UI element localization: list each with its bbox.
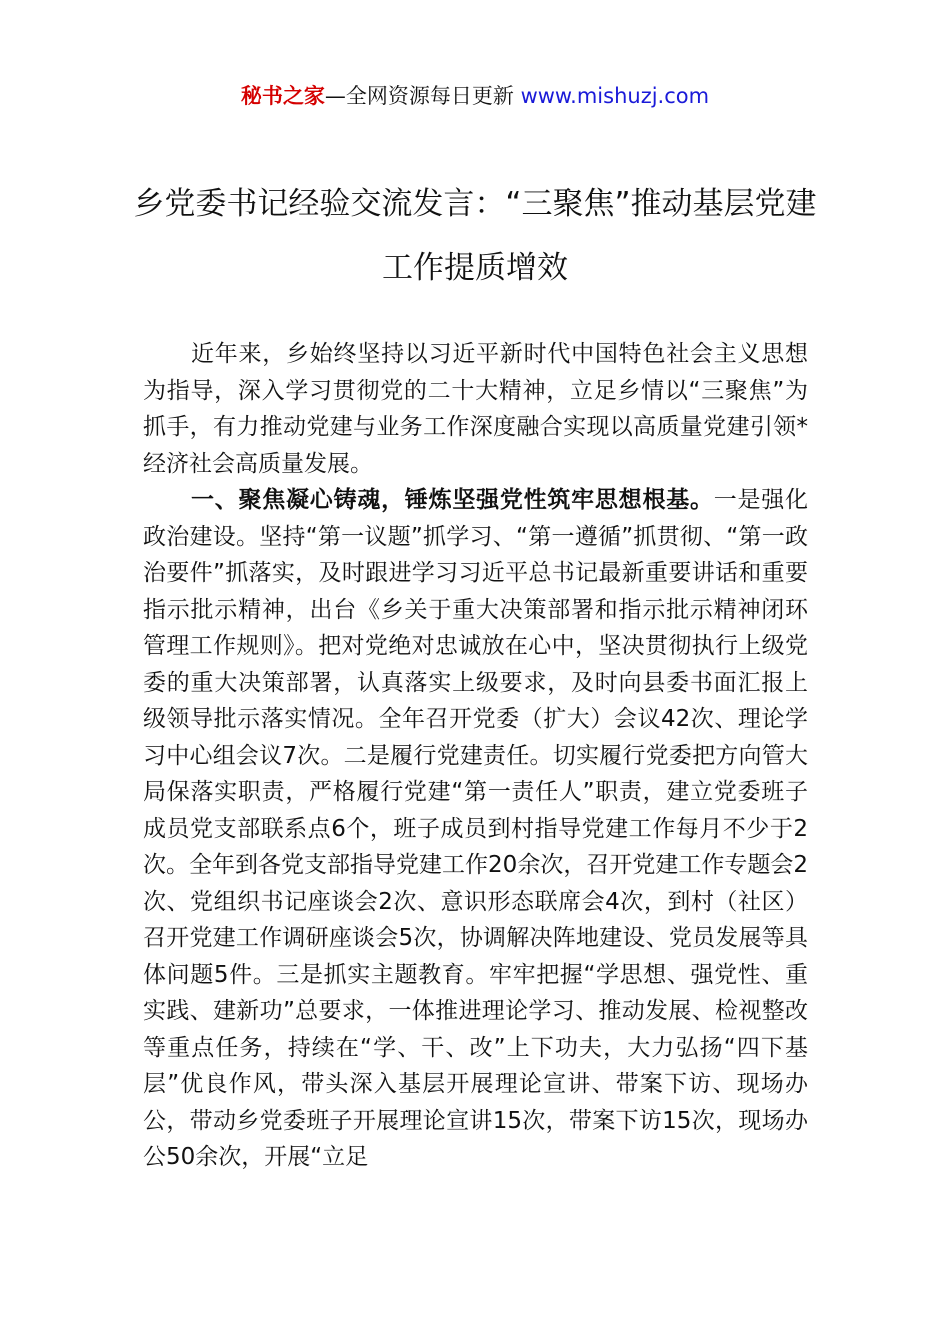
paragraph-intro xyxy=(143,336,808,482)
section-heading: 一、聚焦凝心铸魂，锤炼坚强党性筑牢思想根基。 xyxy=(191,487,714,513)
paragraph-text: 一是强化政治建设。坚持“第一议题”抓学习、“第一遵循”抓贯彻、“第一政治要件”抓落实，及时跟进学习习近平总书记最新重要讲话和重要指示批示精神，出台《乡关于重大决策部署和指示批示精神闭环管理工作规则》。把对党绝对忠诚放在心中，坚决贯彻执行上级党委的重大决策部署，认真落实上级要求，及时向县委书面汇报上级领导批示落实情况。全年召开党委（扩大）会议42次、理论学习中心组会议7次。二是履行党建责任。切实履行党委把方向管大局保落实职责，严格履行党建“第一责任人”职责，建立党委班子成员党支部联系点6个，班子成员到村指导党建工作每月不少于2次。全年到各党支部指导党建工作20余次，召开党建工作专题会2次、党组织书记座谈会2次、意识形态联席会4次，到村（社区）召开党建工作调研座谈会5次，协调解决阵地建设、党员发展等具体问题5件。三是抓实主题教育。牢牢把握“学思想、强党性、重实践、建新功”总要求，一体推进理论学习、推动发展、检视整改等重点任务，持续在“学、干、改”上下功夫，大力弘扬“四下基层”优良作风，带头深入基层开展理论宣讲、带案下访、现场办公，带动乡党委班子开展理论宣讲15次，带案下访15次，现场办公50余次，开展“立足 xyxy=(143,487,809,1170)
site-header xyxy=(0,80,950,112)
document-body xyxy=(143,336,808,1176)
brand-name: 秘书之家 xyxy=(240,84,325,108)
paragraph-section-1 xyxy=(143,482,808,1176)
site-url[interactable]: www.mishuzj.com xyxy=(520,84,710,108)
header-tagline: —全网资源每日更新 xyxy=(324,84,521,108)
document-title: 乡党委书记经验交流发言：“三聚焦”推动基层党建工作提质增效 xyxy=(133,186,817,286)
paragraph-text: 近年来，乡始终坚持以习近平新时代中国特色社会主义思想为指导，深入学习贯彻党的二十大精神，立足乡情以“三聚焦”为抓手，有力推动党建与业务工作深度融合实现以高质量党建引领*经济社会高质量发展。 xyxy=(143,341,808,477)
